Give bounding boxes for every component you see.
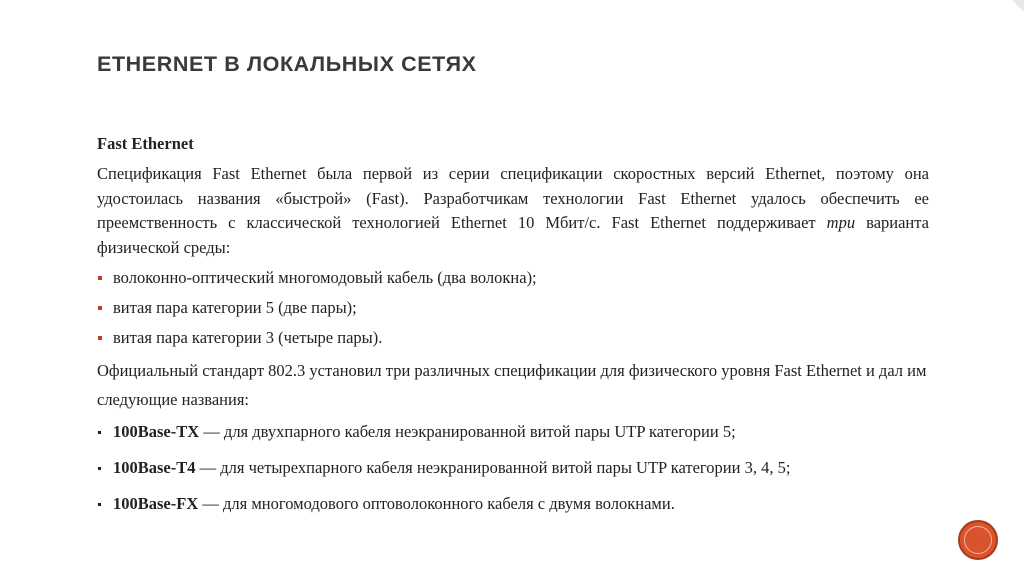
spec-desc: — для многомодового оптоволоконного кабеля с двумя волокнами. <box>198 494 675 513</box>
spec-name: 100Base-T4 <box>113 458 196 477</box>
spec-desc: — для четырехпарного кабеля неэкранированной витой пары UTP категории 3, 4, 5; <box>195 458 791 477</box>
intro-paragraph <box>97 162 929 260</box>
slide-content <box>97 132 929 528</box>
intro-text-start: Спецификация Fast Ethernet была первой из серии спецификации скоростных версий Ethernet, поэтому она удостоилась названия «быстрой» (Fast). Разработчикам технологии Fast Ethernet удалось обеспечить ее преемственность с классической технологией Ethernet 10 Мбит/с. Fast Ethernet поддерживает <box>97 164 929 232</box>
spec-desc: — для двухпарного кабеля неэкранированной витой пары UTP категории 5; <box>199 422 736 441</box>
slide-badge-icon <box>958 520 998 560</box>
media-list <box>97 266 929 350</box>
list-item <box>97 492 929 516</box>
corner-fold <box>1012 0 1024 12</box>
intro-text-italic: три <box>826 213 856 232</box>
list-item: волоконно-оптический многомодовый кабель (два волокна); <box>97 266 929 290</box>
section-subtitle: Fast Ethernet <box>97 134 194 153</box>
list-item <box>97 420 929 444</box>
list-item <box>97 456 929 480</box>
spec-name: 100Base-FX <box>113 494 199 513</box>
slide-title: ETHERNET В ЛОКАЛЬНЫХ СЕТЯХ <box>97 52 477 76</box>
list-item: витая пара категории 3 (четыре пары). <box>97 326 929 350</box>
list-item: витая пара категории 5 (две пары); <box>97 296 929 320</box>
spec-name: 100Base-TX <box>113 422 200 441</box>
specs-list <box>97 420 929 516</box>
badge-ring <box>964 526 992 554</box>
standard-paragraph: Официальный стандарт 802.3 установил три различных спецификации для физического уровня Fast Ethernet и дал им следующие названия: <box>97 361 927 409</box>
intro-text-end: варианта физической среды: <box>97 213 929 257</box>
